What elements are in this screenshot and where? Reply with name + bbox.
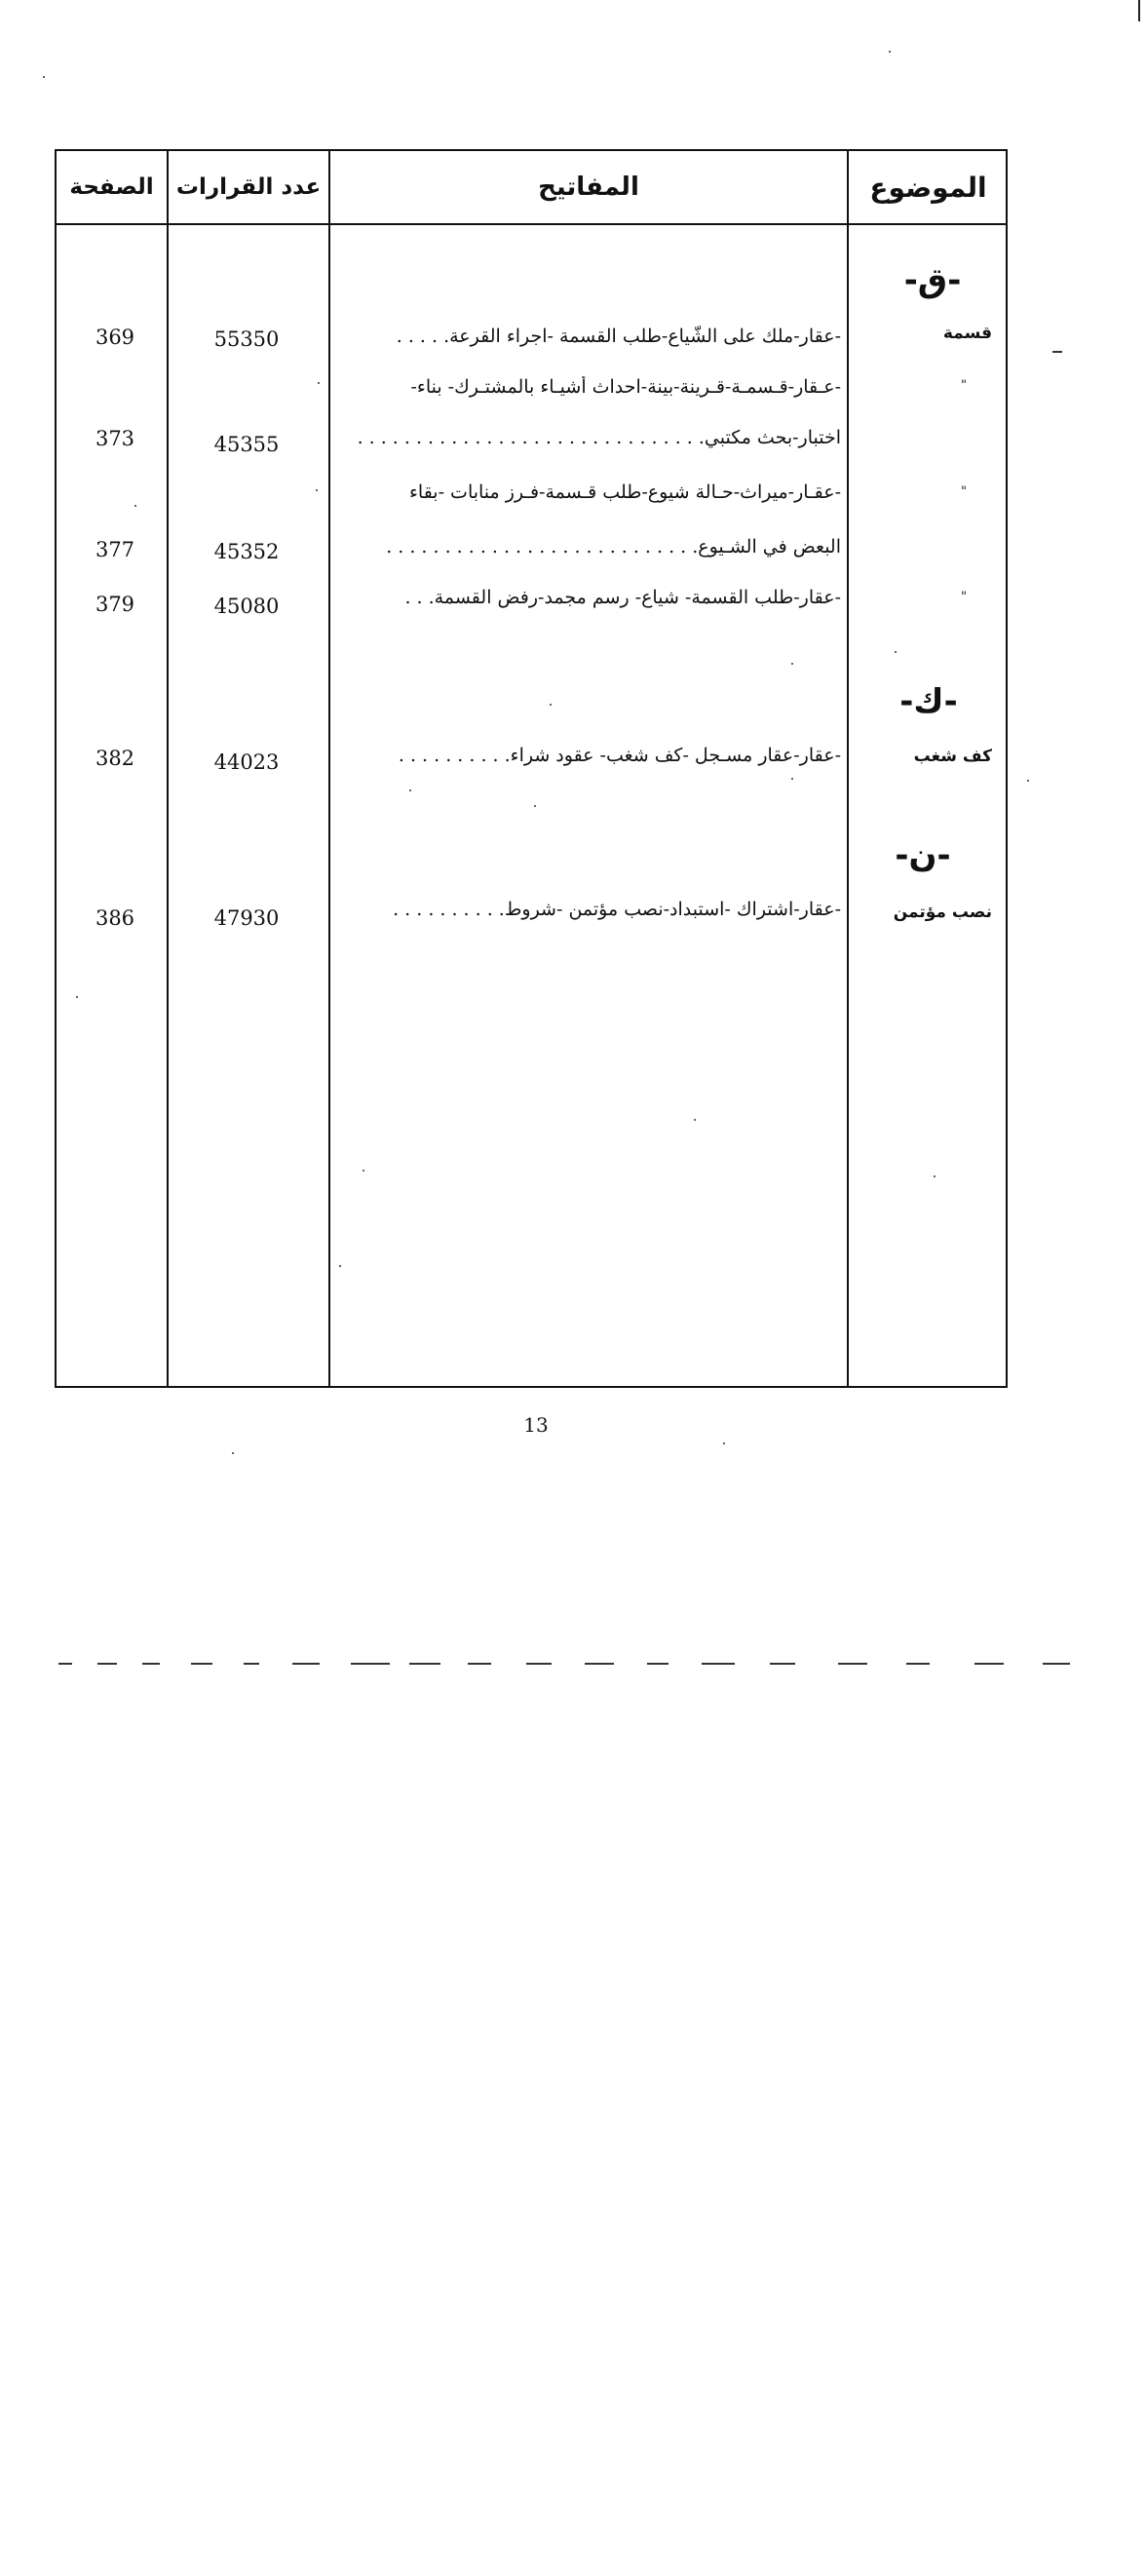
entry-subject: نصب مؤتمن: [893, 903, 992, 922]
column-divider: [328, 151, 330, 1386]
header-decision-count: عدد القرارات: [175, 174, 322, 200]
scan-border-dash: [97, 1663, 117, 1665]
scan-border-dash: [1043, 1663, 1070, 1665]
entry-decision-number: 45352: [213, 540, 280, 563]
ditto-mark: ": [961, 484, 967, 499]
scan-border-dash: [191, 1663, 212, 1665]
entry-decision-number: 55350: [213, 327, 280, 351]
scan-speck: [723, 1442, 725, 1444]
header-page: الصفحة: [69, 174, 154, 200]
scan-border-dash: [58, 1663, 72, 1665]
entry-keywords-line: -عـقار-قـسمـة-قـرينة-بينة-احداث أشيـاء بالمشتـرك- بناء-: [410, 376, 841, 398]
scan-border-dash: [906, 1663, 930, 1665]
entry-keywords-line: -عقـار-ميراث-حـالة شيوع-طلب قـسمة-فـرز منابات -بقاء: [408, 481, 841, 503]
scan-border-dash: [244, 1663, 259, 1665]
scan-border-dash: [585, 1663, 614, 1665]
scan-border-dash: [409, 1663, 440, 1665]
section-letter-nun: -ن-: [895, 836, 951, 875]
scan-edge-line: [1138, 0, 1140, 21]
scan-speck: [363, 1170, 364, 1172]
entry-decision-number: 47930: [213, 906, 280, 930]
scan-speck: [791, 778, 793, 780]
entry-page-number: 373: [95, 427, 135, 450]
header-keywords: المفاتيح: [538, 173, 639, 202]
entry-page-number: 377: [95, 538, 135, 561]
scan-speck: [1027, 780, 1029, 782]
entry-page-number: 379: [95, 593, 135, 616]
entry-decision-number: 45080: [213, 595, 280, 618]
scan-border-dash: [351, 1663, 390, 1665]
scan-speck: [232, 1452, 234, 1454]
scan-speck: [895, 651, 897, 653]
entry-page-number: 369: [95, 326, 135, 349]
scan-border-dash: [292, 1663, 320, 1665]
column-divider: [847, 151, 849, 1386]
scan-speck: [534, 805, 536, 807]
entry-keywords-line: -عقار-عقار مسـجل -كف شغب- عقود شراء. . . . . . . . . .: [398, 745, 841, 766]
scan-speck: [134, 505, 136, 507]
scan-speck: [1052, 351, 1062, 353]
entry-keywords-line: -عقار-ملك على الشّياع-طلب القسمة -اجراء القرعة. . . . .: [396, 326, 841, 347]
scan-speck: [316, 489, 318, 491]
entry-keywords-line: البعض في الشـيوع. . . . . . . . . . . . . . . . . . . . . . . . . . .: [386, 536, 841, 557]
scan-border-dash: [974, 1663, 1004, 1665]
entry-page-number: 382: [95, 747, 135, 770]
column-divider: [167, 151, 169, 1386]
entry-keywords-line: اختبار-بحث مكتبي. . . . . . . . . . . . . . . . . . . . . . . . . . . . . .: [357, 427, 841, 448]
page-footer-number: 13: [523, 1413, 549, 1437]
header-subject: الموضوع: [869, 171, 987, 204]
scan-speck: [339, 1265, 341, 1267]
scan-border-dash: [702, 1663, 735, 1665]
section-letter-kaf: -ك-: [899, 682, 958, 721]
entry-subject: كف شغب: [913, 747, 992, 766]
scan-speck: [76, 996, 78, 998]
section-letter-qaf: -ق-: [903, 261, 962, 300]
ditto-mark: ": [961, 590, 967, 604]
scan-speck: [318, 382, 320, 384]
scan-border-dash: [468, 1663, 491, 1665]
scan-speck: [934, 1175, 936, 1177]
entry-keywords-line: -عقار-طلب القسمة- شياع- رسم مجمد-رفض القسمة. . .: [404, 587, 841, 608]
entry-decision-number: 45355: [213, 433, 280, 456]
scan-border-dash: [142, 1663, 160, 1665]
table-header: [57, 151, 1006, 225]
scan-speck: [409, 789, 411, 791]
scan-border-dash: [770, 1663, 795, 1665]
scan-speck: [791, 663, 793, 665]
entry-decision-number: 44023: [213, 750, 280, 774]
scan-speck: [694, 1119, 696, 1121]
scan-border-dash: [647, 1663, 668, 1665]
ditto-mark: ": [961, 378, 967, 393]
entry-page-number: 386: [95, 906, 135, 930]
scan-speck: [550, 704, 552, 706]
scan-border-dash: [838, 1663, 867, 1665]
scan-speck: [43, 76, 45, 78]
scan-border-dash: [526, 1663, 552, 1665]
entry-subject: قسمة: [942, 324, 992, 343]
scan-speck: [889, 51, 891, 53]
entry-keywords-line: -عقار-اشتراك -استبداد-نصب مؤتمن -شروط. . . . . . . . . .: [393, 899, 841, 920]
